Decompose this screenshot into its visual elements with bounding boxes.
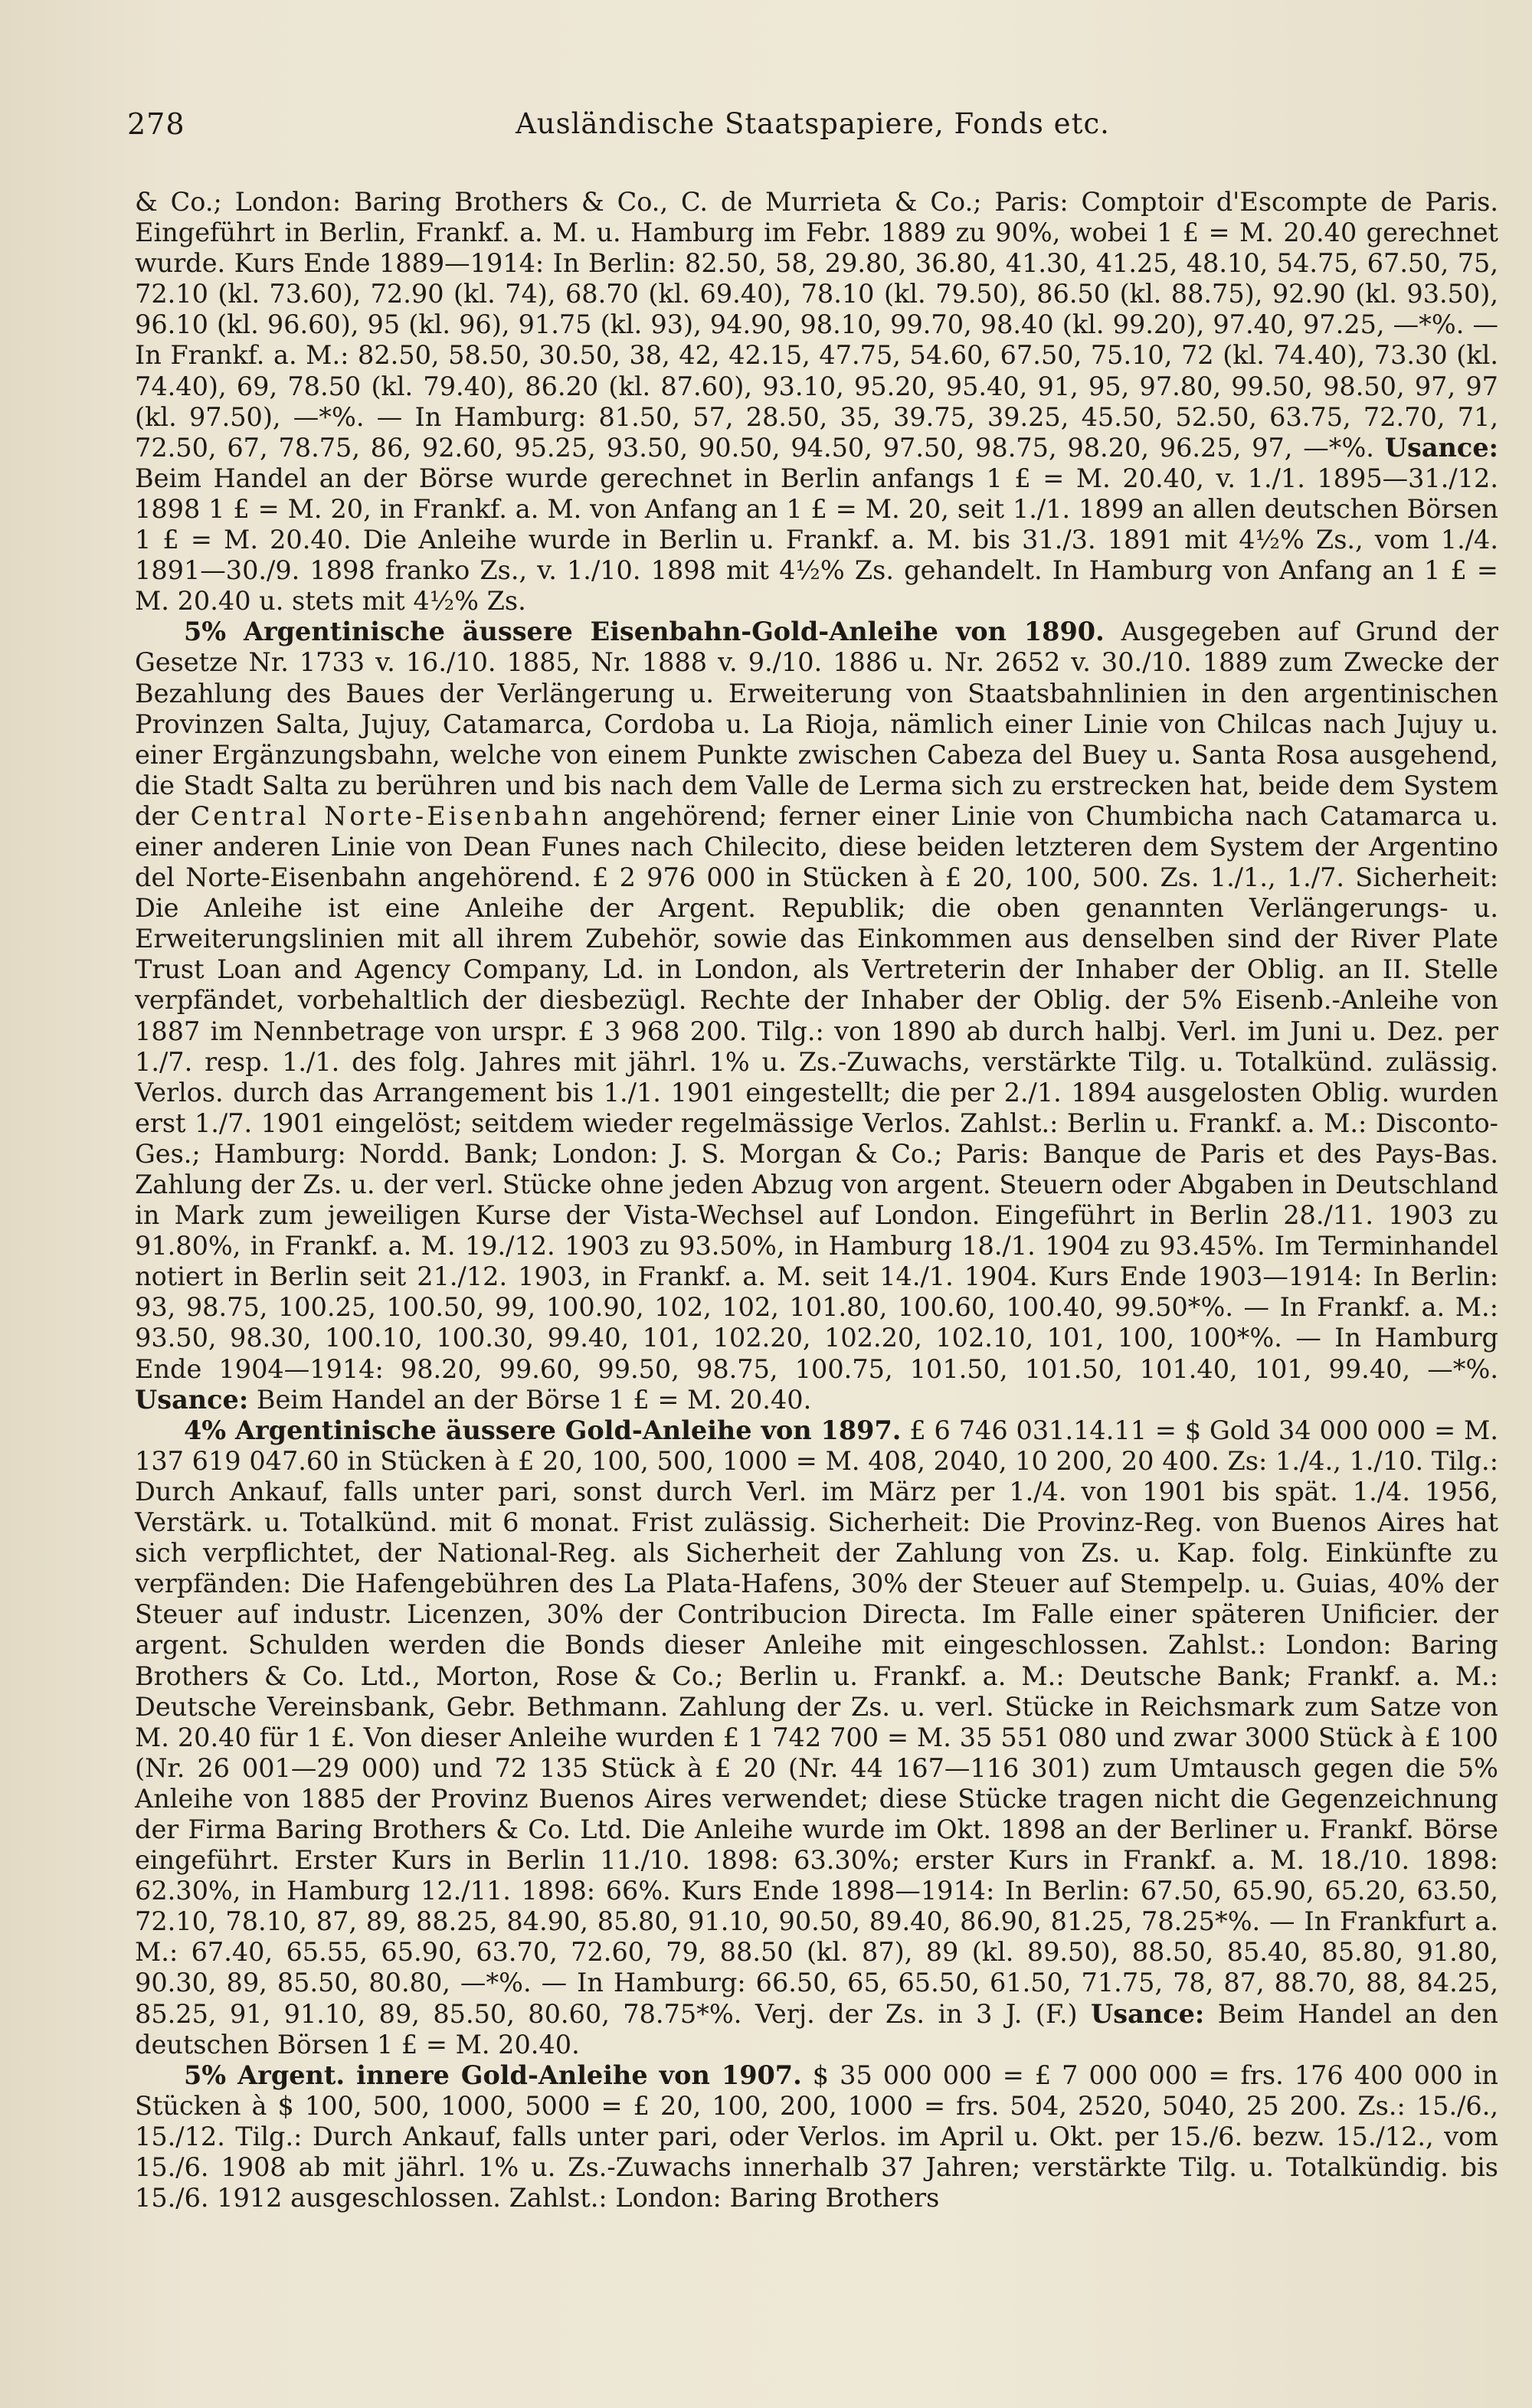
text-run: Die Anleihe ist eine Anleihe der Argent. Republik; die oben genannten Verlängerungs- u. Erweiterungslinien mit all ihrem Zubehör, sowie das Einkommen aus denselben sind der River Plate Trust Loan and Agency Company, Ld. in London, als Vertreterin der Inhaber der Oblig. an II. Stelle verpfändet, vorbehaltlich der diesbezügl. Rechte der Inhaber der Oblig. der 5% Eisenb.-Anleihe von 1887 im Nennbetrage von urspr. £ 3 968 200. Tilg.: von 1890 ab durch halbj. Verl. im Juni u. Dez. per 1./7. resp. 1./1. des folg. Jahres mit jährl. 1% u. Zs.-Zuwachs, verstärkte Tilg. u. Totalkünd. zulässig. Verlos. durch das Arrangement bis 1./1. 1901 eingestellt; die per 2./1. 1894 ausgelosten Oblig. wurden erst 1./7. 1901 eingelöst; seitdem wieder regelmässige Verlos. Zahlst.: Berlin u. Frankf. a. M.: Disconto-Ges.; Hamburg: Nordd. Bank; London: J. S. Morgan & Co.; Paris: Banque de Paris et des Pays-Bas. Zahlung der Zs. u. der verl. Stücke ohne jeden Abzug von argent. Steuern oder Abgaben in Deutschland in Mark zum jeweiligen Kurse der Vista-Wechsel auf London. Eingeführt in Berlin 28./11. 1903 zu 91.80%, in Frankf. a. M. 19./12. 1903 zu 93.50%, in Hamburg 18./1. 1904 zu 93.45%. Im Terminhandel notiert in Berlin seit 21./12. 1903, in Frankf. a. M. seit 14./1. 1904. Kurs Ende 1903—1914: In Berlin: 93, 98.75, 100.25, 100.50, 99, 100.90, 102, 102, 101.80, 100.60, 100.40, 99.50*%. — In Frankf. a. M.: 93.50, 98.30, 100.10, 100.30, 99.40, 101, 102.20, 102.20, 102.10, 101, 100, 100*%. — In Hamburg Ende 1904—1914: 98.20, 99.60, 99.50, 98.75, 100.75, 101.50, 101.50, 101.40, 101, 99.40, —*%. [135,893,1498,1384]
text-run: Ausgegeben auf Grund der Gesetze Nr. 1733 v. 16./10. 1885, Nr. 1888 v. 9./10. 1886 u. Nr. 2652 v. 30./10. 1889 zum Zwecke der Bezahlung des Baues der Verlängerung u. Erweiterung von Staatsbahnlinien in den argentinischen Provinzen Salta, Jujuy, Catamarca, Cordoba u. La Rioja, nämlich einer Linie von Chilcas nach Jujuy u. einer Ergänzungsbahn, welche von einem Punkte zwischen Cabeza del Buey u. Santa Rosa ausgehend, die Stadt Salta zu berühren und bis nach dem Valle de Lerma sich zu erstrecken hat, beide dem System der [135,617,1498,831]
section-heading: 4% Argentinische äussere Gold-Anleihe von 1897. [184,1415,902,1445]
section-heading: 5% Argentinische äussere Eisenbahn-Gold-Anleihe von 1890. [184,617,1105,647]
usance-label: Usance: [135,1384,249,1415]
text-run: & Co.; London: Baring Brothers & Co., C. de Murrieta & Co.; Paris: Comptoir d'Escompte de Paris. Eingeführt in Berlin, Frankf. a. M. u. Hamburg im Febr. 1889 zu 90%, wobei 1 £ = M. 20.40 gerechnet wurde. Kurs Ende 1889—1914: In Berlin: 82.50, 58, 29.80, 36.80, 41.30, 41.25, 48.10, 54.75, 67.50, 75, 72.10 (kl. 73.60), 72.90 (kl. 74), 68.70 (kl. 69.40), 78.10 (kl. 79.50), 86.50 (kl. 88.75), 92.90 (kl. 93.50), 96.10 (kl. 96.60), 95 (kl. 96), 91.75 (kl. 93), 94.90, 98.10, 99.70, 98.40 (kl. 99.20), 97.40, 97.25, —*%. — In Frankf. a. M.: 82.50, 58.50, 30.50, 38, 42, 42.15, 47.75, 54.60, 67.50, 75.10, 72 (kl. 74.40), 73.30 (kl. 74.40), 69, 78.50 (kl. 79.40), 86.20 (kl. 87.60), 93.10, 95.20, 95.40, 91, 95, 97.80, 99.50, 98.50, 97, 97 (kl. 97.50), —*%. — In Hamburg: 81.50, 57, 28.50, 35, 39.75, 39.25, 45.50, 52.50, 63.75, 72.70, 71, 72.50, 67, 78.75, 86, 92.60, 95.25, 93.50, 90.50, 94.50, 97.50, 98.75, 98.20, 96.25, 97, —*%. [135,187,1498,463]
paragraph-2 [135,617,1498,1415]
text-run: Beim Handel an der Börse wurde gerechnet in Berlin anfangs 1 £ = M. 20.40, v. 1./1. 1895—31./12. 1898 1 £ = M. 20, in Frankf. a. M. von Anfang an 1 £ = M. 20, seit 1./1. 1899 an allen deutschen Börsen 1 £ = M. 20.40. Die Anleihe wurde in Berlin u. Frankf. a. M. bis 31./3. 1891 mit 4½% Zs., vom 1./4. 1891—30./9. 1898 franko Zs., v. 1./10. 1898 mit 4½% Zs. gehandelt. In Hamburg von Anfang an 1 £ = M. 20.40 u. stets mit 4½% Zs. [135,463,1498,617]
page-number: 278 [127,107,185,141]
usance-label: Usance: [1091,1998,1205,2029]
usance-label: Usance: [1384,432,1498,463]
text-run: $ 35 000 000 = £ 7 000 000 = frs. 176 400 000 in Stücken à $ 100, 500, 1000, 5000 = £ 20, 100, 200, 1000 = frs. 504, 2520, 5040, 25 200. Zs.: 15./6., 15./12. Tilg.: Durch Ankauf, falls unter pari, oder Verlos. im April u. Okt. per 15./6. bezw. 15./12., vom 15./6. 1908 ab mit jährl. 1% u. Zs.-Zuwachs innerhalb 37 Jahren; verstärkte Tilg. u. Totalkündig. bis 15./6. 1912 ausgeschlossen. Zahlst.: London: Baring Brothers [135,2060,1498,2213]
paragraph-1 [135,187,1498,617]
text-run: angehörend; ferner einer Linie von Chumbicha nach Catamarca u. einer anderen Linie von Dean Funes nach Chilecito, diese beiden letzteren dem System der Argentino del Norte-Eisenbahn angehörend. £ 2 976 000 in Stücken à £ 20, 100, 500. Zs. 1./1., 1./7. [135,800,1498,893]
sicherheit-label: Sicherheit: [1355,862,1498,893]
text-run: £ 6 746 031.14.11 = $ Gold 34 000 000 = M. 137 619 047.60 in Stücken à £ 20, 100, 500, 1000 = M. 408, 2040, 10 200, 20 400. Zs: 1./4., 1./10. Tilg.: Durch Ankauf, falls unter pari, sonst durch Verl. im März per 1./4. von 1901 bis spät. 1./4. 1956, Verstärk. u. Totalkünd. mit 6 monat. Frist zulässig. Sicherheit: Die Provinz-Reg. von Buenos Aires hat sich verpflichtet, der National-Reg. als Sicherheit der Zahlung von Zs. u. Kap. folg. Einkünfte zu verpfänden: Die Hafengebühren des La Plata-Hafens, 30% der Steuer auf Stempelp. u. Guias, 40% der Steuer auf industr. Licenzen, 30% der Contribucion Directa. Im Falle einer späteren Unificier. der argent. Schulden werden die Bonds dieser Anleihe mit eingeschlossen. Zahlst.: London: Baring Brothers & Co. Ltd., Morton, Rose & Co.; Berlin u. Frankf. a. M.: Deutsche Bank; Frankf. a. M.: Deutsche Vereinsbank, Gebr. Bethmann. Zahlung der Zs. u. verl. Stücke in Reichsmark zum Satze von M. 20.40 für 1 £. Von dieser Anleihe wurden £ 1 742 700 = M. 35 551 080 und zwar 3000 Stück à £ 100 (Nr. 26 001—29 000) und 72 135 Stück à £ 20 (Nr. 44 167—116 301) zum Umtausch gegen die 5% Anleihe von 1885 der Provinz Buenos Aires verwendet; diese Stücke tragen nicht die Gegenzeichnung der Firma Baring Brothers & Co. Ltd. Die Anleihe wurde im Okt. 1898 an der Berliner u. Frankf. Börse eingeführt. Erster Kurs in Berlin 11./10. 1898: 63.30%; erster Kurs in Frankf. a. M. 18./10. 1898: 62.30%, in Hamburg 12./11. 1898: 66%. Kurs Ende 1898—1914: In Berlin: 67.50, 65.90, 65.20, 63.50, 72.10, 78.10, 87, 89, 88.25, 84.90, 85.80, 91.10, 90.50, 89.40, 86.90, 81.25, 78.25*%. — In Frankfurt a. M.: 67.40, 65.55, 65.90, 63.70, 72.60, 79, 88.50 (kl. 87), 89 (kl. 89.50), 88.50, 85.40, 85.80, 91.80, 90.30, 89, 85.50, 80.80, —*%. — In Hamburg: 66.50, 65, 65.50, 61.50, 71.75, 78, 87, 88.70, 88, 84.25, 85.25, 91, 91.10, 89, 85.50, 80.60, 78.75*%. Verj. der Zs. in 3 J. (F.) [135,1415,1498,2029]
paragraph-3 [135,1415,1498,2060]
text-run-spaced: Central Norte-Eisenbahn [190,800,591,831]
running-title: Ausländische Staatspapiere, Fonds etc. [516,107,1110,140]
section-heading: 5% Argent. innere Gold-Anleihe von 1907. [184,2060,802,2090]
paragraph-4 [135,2060,1498,2213]
body-text [135,187,1498,2213]
text-run: Beim Handel an der Börse 1 £ = M. 20.40. [248,1384,812,1415]
page-header [127,107,1498,146]
text-run: Beim Handel an den deutschen Börsen 1 £ = M. 20.40. [135,1998,1498,2060]
